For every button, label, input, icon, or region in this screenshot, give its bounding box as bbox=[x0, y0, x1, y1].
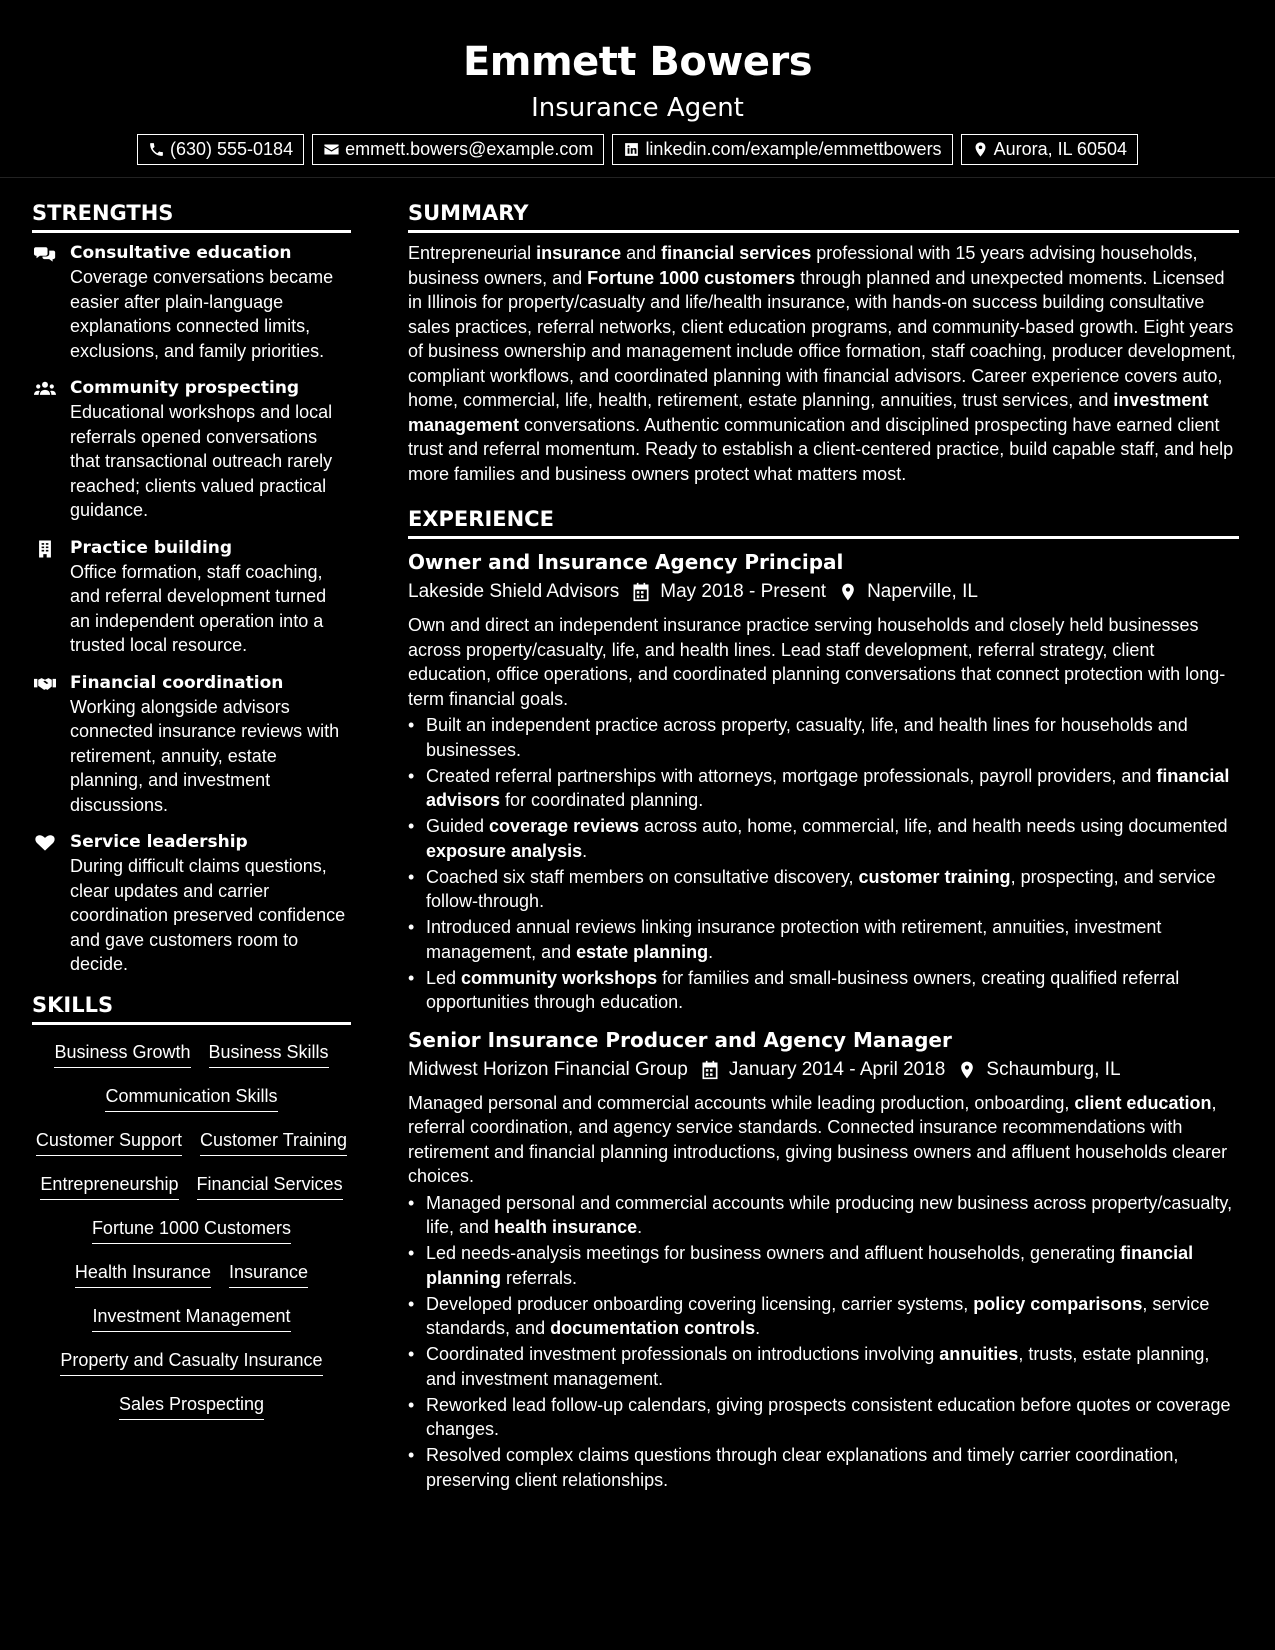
contact-email-text: emmett.bowers@example.com bbox=[345, 139, 594, 159]
strength-title: Consultative education bbox=[70, 243, 292, 263]
bullet-item bbox=[408, 966, 1239, 1015]
contact-email[interactable] bbox=[312, 134, 604, 165]
contact-linkedin-text: linkedin.com/example/emmettbowers bbox=[645, 139, 942, 159]
strength-desc: During difficult claims questions, clear updates and carrier coordination preserved confidence and gave customers room to decide. bbox=[70, 856, 346, 974]
text-run: , trusts, estate planning, and investment management. bbox=[426, 1344, 1210, 1389]
location-pin-icon bbox=[838, 582, 858, 602]
text-run: . bbox=[755, 1318, 761, 1338]
heart-icon bbox=[34, 834, 56, 852]
text-run: , referral coordination, and agency service standards. Connected insurance recommendations with retirement and financial planning introductions, giving business owners and affluent households clearer choices. bbox=[408, 1092, 1228, 1186]
bold-keyword: financial planning bbox=[426, 1243, 1194, 1288]
bold-keyword: customer training bbox=[858, 866, 1011, 887]
bold-keyword: exposure analysis bbox=[426, 840, 583, 861]
skill-tag: Customer Training bbox=[200, 1127, 347, 1156]
bullet-item bbox=[408, 1292, 1239, 1341]
text-run: Managed personal and commercial accounts while leading production, onboarding, bbox=[408, 1092, 1075, 1113]
strength-item bbox=[32, 241, 351, 363]
text-run: Managed personal and commercial accounts while producing new business across property/casualty, life, and bbox=[426, 1192, 1233, 1237]
skills-list bbox=[32, 1039, 351, 1420]
bold-keyword: financial advisors bbox=[426, 765, 1230, 810]
job-bullets bbox=[408, 1191, 1239, 1493]
text-run: across auto, home, commercial, life, and health needs using documented bbox=[639, 816, 1228, 836]
summary-heading: SUMMARY bbox=[408, 198, 1239, 233]
job-location: Schaumburg, IL bbox=[986, 1058, 1121, 1080]
comments-icon bbox=[34, 245, 56, 263]
strength-item bbox=[32, 536, 351, 658]
strengths-heading: STRENGTHS bbox=[32, 198, 351, 233]
text-run: Led bbox=[426, 967, 462, 988]
text-run: Guided bbox=[426, 816, 490, 836]
text-run: Built an independent practice across property, casualty, life, and health lines for households and businesses. bbox=[426, 715, 1188, 760]
job-description bbox=[408, 613, 1239, 711]
skill-tag: Investment Management bbox=[92, 1303, 290, 1332]
skill-tag: Insurance bbox=[229, 1259, 308, 1288]
skill-tag: Customer Support bbox=[36, 1127, 182, 1156]
bullet-item bbox=[408, 1393, 1239, 1442]
skills-heading: SKILLS bbox=[32, 990, 351, 1025]
bullet-item bbox=[408, 814, 1239, 863]
job-location: Naperville, IL bbox=[867, 581, 978, 602]
skill-tag: Property and Casualty Insurance bbox=[60, 1347, 322, 1376]
envelope-icon bbox=[323, 141, 340, 158]
text-run: . bbox=[582, 840, 588, 861]
calendar-icon bbox=[700, 1060, 720, 1080]
skill-tag: Business Skills bbox=[209, 1039, 329, 1068]
text-run: Led needs-analysis meetings for business owners and affluent households, generating bbox=[426, 1243, 1121, 1263]
bold-keyword: financial services bbox=[661, 243, 812, 263]
phone-icon bbox=[148, 141, 165, 158]
strength-desc: Office formation, staff coaching, and referral development turned an independent operation into a trusted local resource. bbox=[70, 561, 327, 655]
text-run: professional with 15 years advising households, business owners, and bbox=[408, 243, 1198, 288]
job-entry bbox=[408, 1025, 1239, 1493]
bold-keyword: policy comparisons bbox=[973, 1293, 1143, 1314]
bold-keyword: community workshops bbox=[461, 967, 658, 988]
text-run: . bbox=[637, 1217, 643, 1237]
contact-linkedin[interactable] bbox=[612, 134, 952, 165]
contact-location bbox=[961, 134, 1138, 165]
strength-item bbox=[32, 376, 351, 523]
strength-item bbox=[32, 671, 351, 818]
skill-tag: Entrepreneurship bbox=[40, 1171, 178, 1200]
job-company: Midwest Horizon Financial Group bbox=[408, 1058, 688, 1080]
skill-tag: Fortune 1000 Customers bbox=[92, 1215, 291, 1244]
bullet-item bbox=[408, 713, 1239, 762]
skill-tag: Communication Skills bbox=[105, 1083, 277, 1112]
text-run: . bbox=[708, 941, 714, 962]
skill-tag: Sales Prospecting bbox=[119, 1391, 264, 1420]
job-dates: January 2014 - April 2018 bbox=[728, 1058, 946, 1080]
summary-text bbox=[408, 241, 1239, 486]
strength-title: Service leadership bbox=[70, 832, 248, 852]
bullet-item bbox=[408, 1443, 1239, 1492]
bullet-item bbox=[408, 1191, 1239, 1240]
job-company: Lakeside Shield Advisors bbox=[408, 581, 620, 602]
strength-desc: Working alongside advisors connected insurance reviews with retirement, annuity, estate planning, and investment discussions. bbox=[70, 696, 340, 815]
handshake-icon bbox=[34, 675, 56, 693]
text-run: Coordinated investment professionals on introductions involving bbox=[426, 1344, 940, 1364]
job-meta bbox=[408, 1055, 1239, 1085]
right-column bbox=[408, 198, 1239, 1502]
experience-heading: EXPERIENCE bbox=[408, 504, 1239, 539]
candidate-title: Insurance Agent bbox=[531, 93, 744, 123]
text-run: Created referral partnerships with attorneys, mortgage professionals, payroll providers, and bbox=[426, 765, 1157, 786]
bullet-item bbox=[408, 865, 1239, 914]
bold-keyword: estate planning bbox=[576, 941, 709, 962]
job-entry bbox=[408, 547, 1239, 1015]
bullet-item bbox=[408, 915, 1239, 964]
bold-keyword: documentation controls bbox=[550, 1318, 756, 1338]
bullet-item bbox=[408, 1342, 1239, 1391]
text-run: for coordinated planning. bbox=[500, 790, 704, 810]
location-pin-icon bbox=[972, 141, 989, 158]
bold-keyword: health insurance bbox=[494, 1217, 638, 1237]
text-run: Reworked lead follow-up calendars, giving prospects consistent education before quotes or coverage changes. bbox=[426, 1394, 1231, 1439]
contact-phone[interactable] bbox=[137, 134, 304, 165]
text-run: Developed producer onboarding covering licensing, carrier systems, bbox=[426, 1293, 974, 1314]
job-description bbox=[408, 1091, 1239, 1189]
text-run: Introduced annual reviews linking insurance protection with retirement, annuities, investment management, and bbox=[426, 917, 1162, 962]
strength-item bbox=[32, 830, 351, 977]
skill-tag: Health Insurance bbox=[75, 1259, 211, 1288]
left-column bbox=[32, 198, 351, 1420]
text-run: Entrepreneurial bbox=[408, 243, 537, 263]
contact-phone-text: (630) 555-0184 bbox=[169, 139, 294, 159]
users-icon bbox=[34, 380, 56, 398]
text-run: Own and direct an independent insurance practice serving households and closely held businesses across property/casualty, life, and health lines. Lead staff development, referral strategy, client education, office operations, and coordinated planning conversations that connect protection with long-term financial goals. bbox=[408, 615, 1226, 709]
bullet-item bbox=[408, 764, 1239, 813]
candidate-name: Emmett Bowers bbox=[462, 39, 813, 85]
bold-keyword: Fortune 1000 customers bbox=[587, 267, 796, 288]
text-run: and bbox=[621, 243, 662, 263]
skill-tag: Financial Services bbox=[197, 1171, 343, 1200]
bold-keyword: annuities bbox=[939, 1344, 1019, 1364]
text-run: Resolved complex claims questions through clear explanations and timely carrier coordination, preserving client relationships. bbox=[426, 1445, 1179, 1490]
job-bullets bbox=[408, 713, 1239, 1015]
text-run: referrals. bbox=[501, 1267, 578, 1288]
bold-keyword: coverage reviews bbox=[489, 816, 640, 836]
strength-title: Community prospecting bbox=[70, 378, 300, 398]
job-meta bbox=[408, 577, 1239, 607]
location-pin-icon bbox=[957, 1060, 977, 1080]
bullet-item bbox=[408, 1241, 1239, 1290]
strength-desc: Coverage conversations became easier after plain-language explanations connected limits, exclusions, and family priorities. bbox=[70, 267, 334, 361]
text-run: Coached six staff members on consultative discovery, bbox=[426, 866, 859, 887]
text-run: through planned and unexpected moments. Licensed in Illinois for property/casualty and life/health insurance, with hands-on success building consultative sales practices, referral networks, client education programs, and community-based growth. Eight years of business ownership and management include office formation, staff coaching, producer development, compliant workflows, and coordinated planning with financial advisors. Career experience covers auto, home, commercial, life, health, retirement, estate planning, annuities, trust services, and bbox=[408, 267, 1236, 410]
strength-title: Practice building bbox=[70, 537, 233, 558]
job-title: Senior Insurance Producer and Agency Manager bbox=[408, 1027, 952, 1052]
job-title: Owner and Insurance Agency Principal bbox=[408, 550, 844, 574]
text-run: conversations. Authentic communication and disciplined prospecting have earned client trust and referral momentum. Ready to establish a client-centered practice, build capable staff, and help more families and business owners protect what matters most. bbox=[408, 414, 1234, 484]
strength-title: Financial coordination bbox=[70, 672, 284, 693]
bold-keyword: insurance bbox=[536, 243, 622, 263]
calendar-icon bbox=[631, 582, 651, 602]
contact-bar bbox=[0, 134, 1275, 165]
bold-keyword: client education bbox=[1074, 1092, 1212, 1113]
building-icon bbox=[34, 540, 56, 558]
job-dates: May 2018 - Present bbox=[660, 581, 827, 602]
text-run: , prospecting, and service follow-through. bbox=[426, 866, 1216, 911]
strength-desc: Educational workshops and local referrals opened conversations that transactional outreach rarely reached; clients valued practical guidance. bbox=[70, 402, 333, 520]
contact-location-text: Aurora, IL 60504 bbox=[993, 139, 1127, 159]
resume-header bbox=[0, 0, 1275, 178]
text-run: , service standards, and bbox=[426, 1293, 1210, 1338]
linkedin-icon bbox=[623, 141, 640, 158]
skill-tag: Business Growth bbox=[54, 1039, 190, 1068]
bold-keyword: investment management bbox=[408, 390, 1209, 435]
text-run: for families and small-business owners, creating qualified referral opportunities through education. bbox=[426, 967, 1180, 1012]
